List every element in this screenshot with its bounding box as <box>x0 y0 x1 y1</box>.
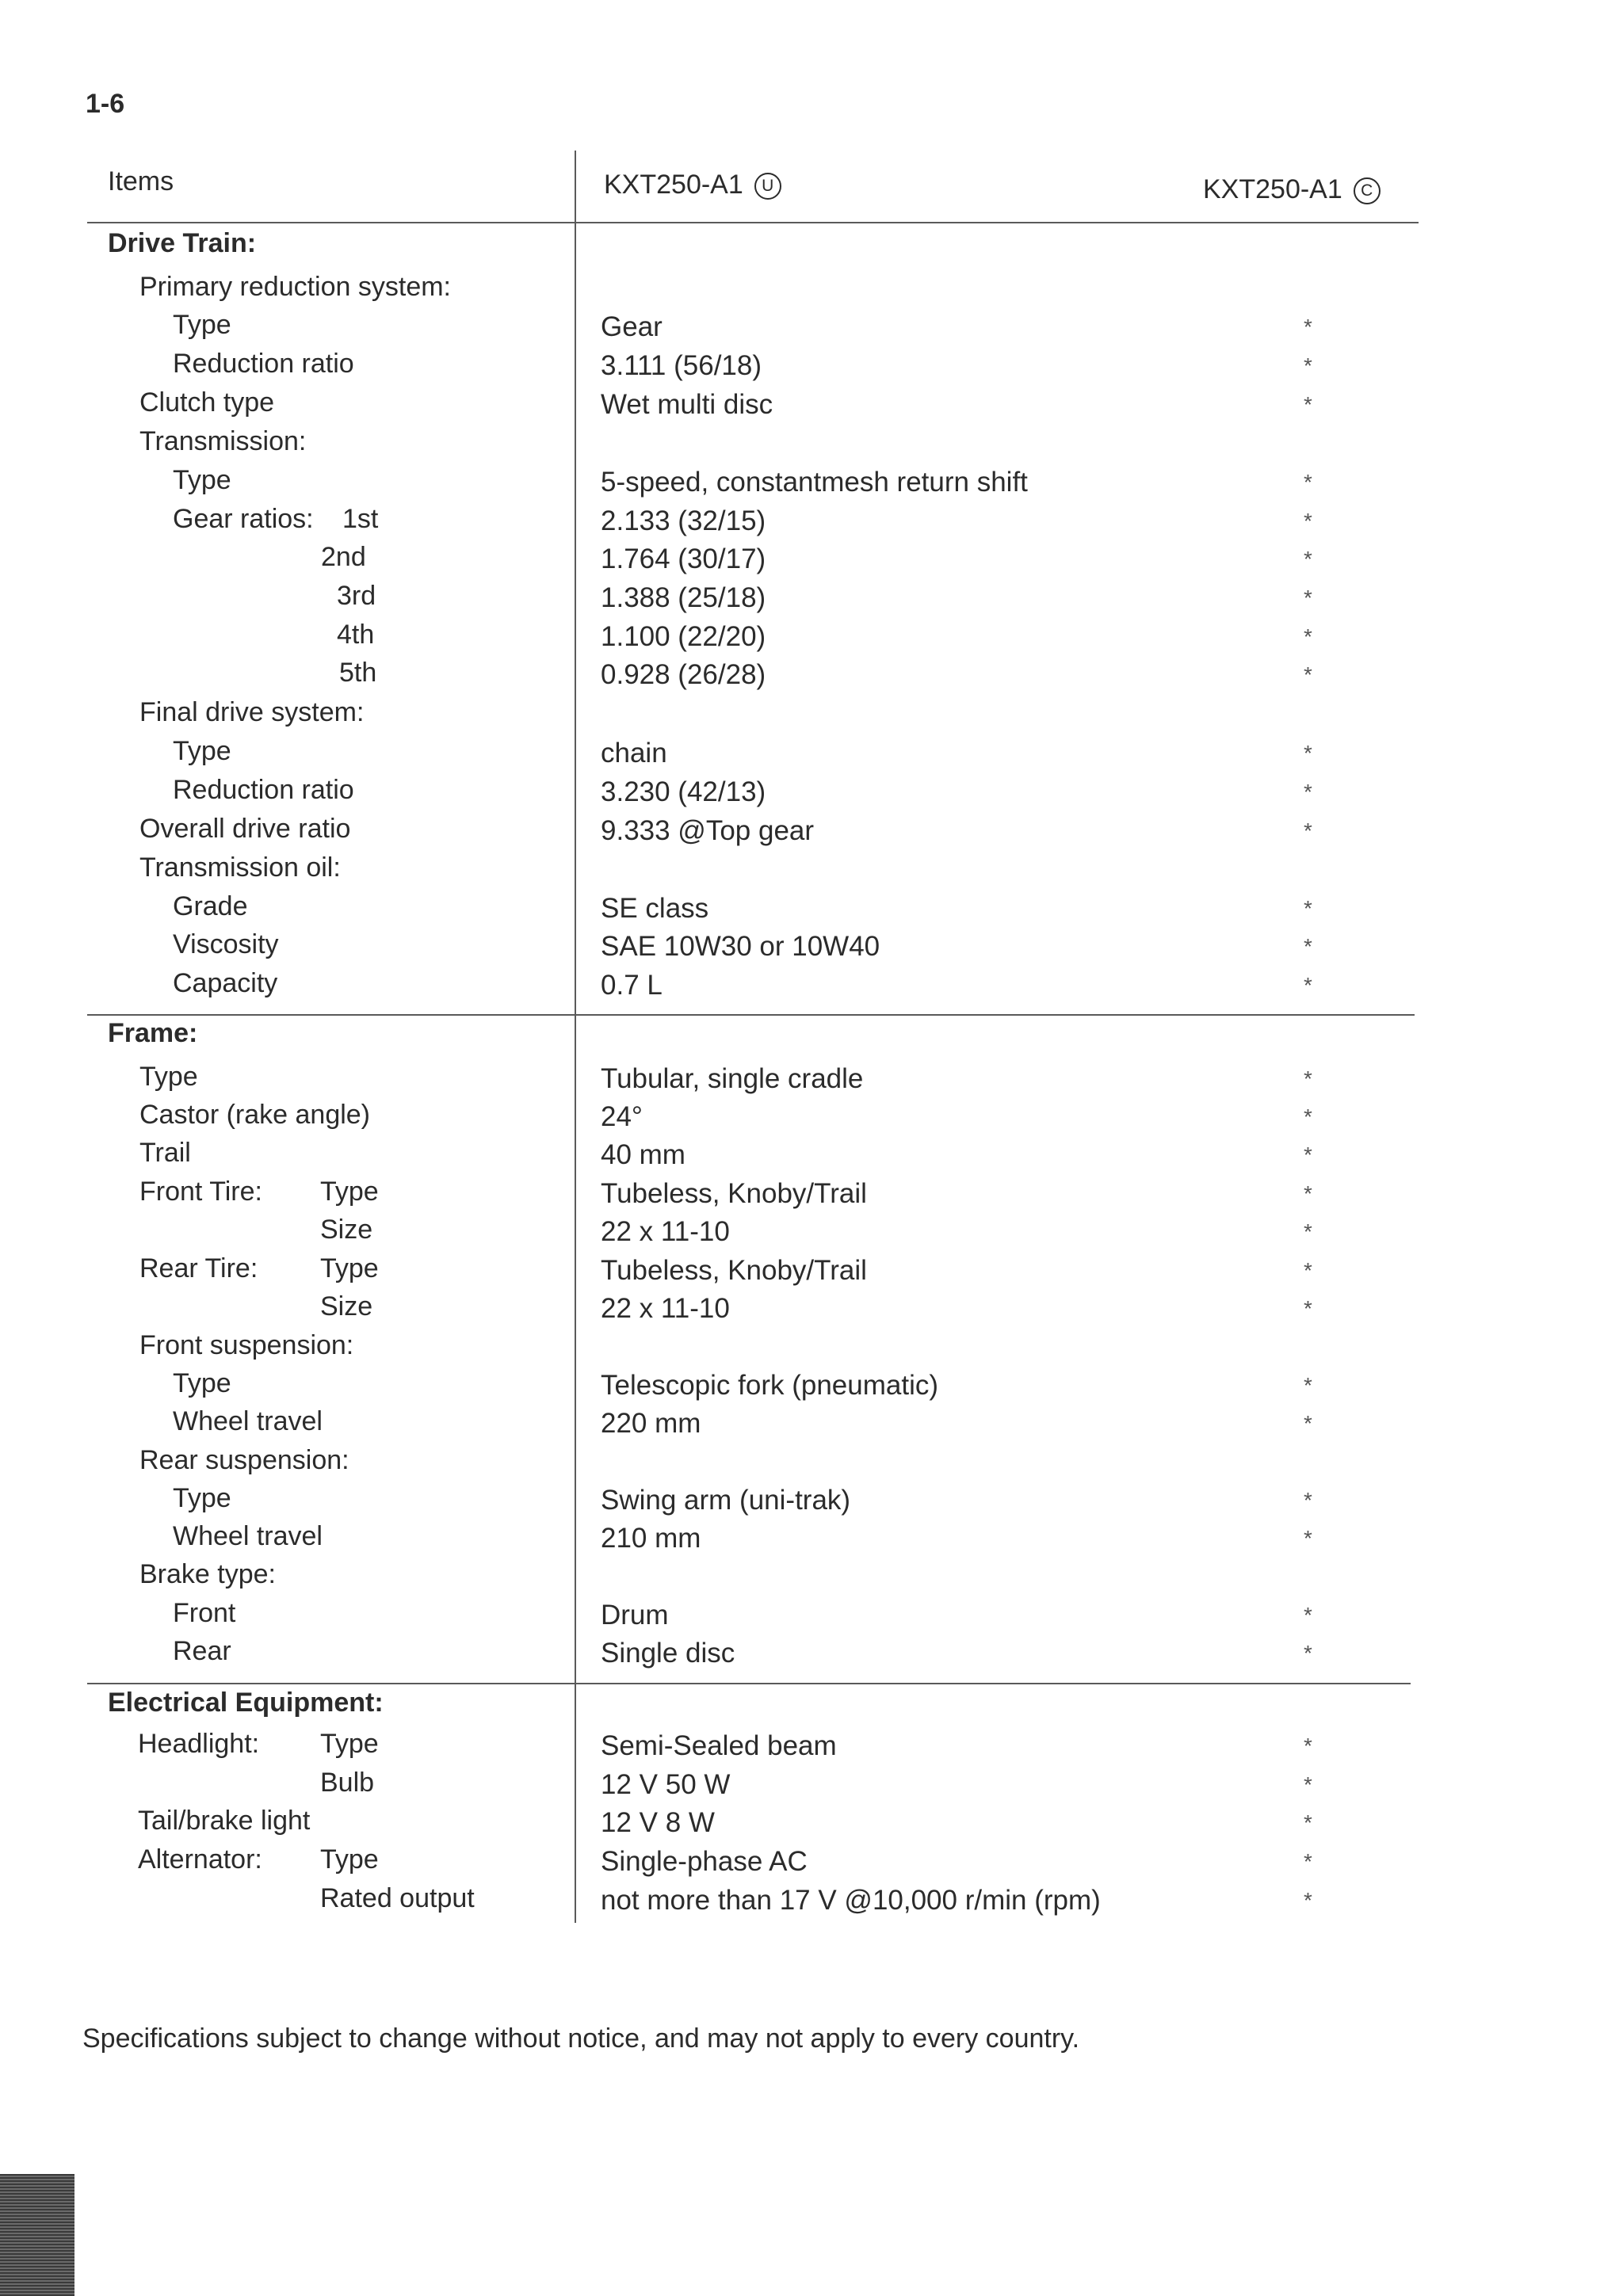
electrical-rule <box>87 1683 1411 1684</box>
spec-value: Single disc <box>601 1638 735 1669</box>
spec-label: Brake type: <box>139 1559 276 1589</box>
spec-label: Castor (rake angle) <box>139 1100 371 1130</box>
spec-label: Wheel travel <box>173 1521 323 1551</box>
spec-value: 12 V 50 W <box>601 1769 731 1800</box>
spec-label: Clutch type <box>139 387 275 418</box>
spec-label: Type <box>173 310 231 340</box>
spec-label: Reduction ratio <box>173 349 354 379</box>
same-as-u-mark: * <box>1304 1411 1312 1436</box>
spec-value: 1.764 (30/17) <box>601 543 766 574</box>
spec-label: Headlight: <box>138 1729 260 1759</box>
same-as-u-mark: * <box>1304 1849 1312 1874</box>
spec-value: 0.928 (26/28) <box>601 659 766 690</box>
spec-label: Type <box>139 1062 198 1092</box>
same-as-u-mark: * <box>1304 1641 1312 1665</box>
header-items: Items <box>108 166 174 196</box>
spec-value: 1.100 (22/20) <box>601 621 766 652</box>
u-badge-icon: U <box>754 173 781 200</box>
spec-label: Front suspension: <box>139 1330 354 1360</box>
spec-label: Overall drive ratio <box>139 814 351 844</box>
frame-rule <box>87 1014 1415 1016</box>
same-as-u-mark: * <box>1304 1104 1312 1129</box>
same-as-u-mark: * <box>1304 662 1312 687</box>
spec-value: Gear <box>601 311 663 342</box>
header-model-u <box>604 170 781 200</box>
spec-value: 0.7 L <box>601 970 663 1001</box>
same-as-u-mark: * <box>1304 1888 1312 1913</box>
spec-sublabel: 4th <box>337 620 375 650</box>
c-badge-icon: C <box>1354 177 1381 204</box>
spec-label: Capacity <box>173 968 278 998</box>
spec-sublabel: Type <box>320 1177 379 1207</box>
page-number: 1-6 <box>86 89 125 119</box>
same-as-u-mark: * <box>1304 1373 1312 1398</box>
spec-sublabel: Rated output <box>320 1883 475 1913</box>
spec-label: Transmission: <box>139 426 307 456</box>
model-c-name: KXT250-A1 <box>1203 174 1342 204</box>
spec-label: Rear suspension: <box>139 1445 349 1475</box>
spec-value: Swing arm (uni-trak) <box>601 1485 851 1516</box>
section-title: Frame: <box>108 1018 198 1048</box>
spec-label: Viscosity <box>173 929 279 959</box>
same-as-u-mark: * <box>1304 741 1312 765</box>
spec-value: Single-phase AC <box>601 1846 808 1877</box>
same-as-u-mark: * <box>1304 780 1312 804</box>
spec-value: 5-speed, constantmesh return shift <box>601 467 1028 498</box>
section-title: Drive Train: <box>108 228 257 258</box>
header-model-c <box>1203 174 1381 205</box>
same-as-u-mark: * <box>1304 1488 1312 1512</box>
same-as-u-mark: * <box>1304 1066 1312 1091</box>
spec-label: Primary reduction system: <box>139 272 451 302</box>
same-as-u-mark: * <box>1304 1603 1312 1627</box>
spec-value: Semi-Sealed beam <box>601 1730 837 1761</box>
spec-value: 40 mm <box>601 1139 685 1170</box>
spec-value: Telescopic fork (pneumatic) <box>601 1370 938 1401</box>
spec-label: Type <box>173 465 231 495</box>
spec-sublabel: 5th <box>339 658 377 688</box>
same-as-u-mark: * <box>1304 818 1312 843</box>
same-as-u-mark: * <box>1304 1733 1312 1758</box>
spec-label: Rear <box>173 1636 231 1666</box>
same-as-u-mark: * <box>1304 470 1312 494</box>
spec-value: Drum <box>601 1600 669 1630</box>
spec-value: SE class <box>601 893 709 924</box>
spec-label: Tail/brake light <box>138 1806 311 1836</box>
same-as-u-mark: * <box>1304 315 1312 339</box>
spec-sublabel: Size <box>320 1215 373 1245</box>
spec-label: Final drive system: <box>139 697 365 727</box>
spec-label: Gear ratios: <box>173 504 314 534</box>
spec-value: chain <box>601 738 667 769</box>
spec-value: Tubeless, Knoby/Trail <box>601 1255 867 1286</box>
spec-sublabel: Type <box>320 1253 379 1283</box>
spec-label: Grade <box>173 891 248 921</box>
spec-value: 9.333 @Top gear <box>601 815 815 846</box>
spec-label: Trail <box>139 1138 191 1168</box>
spec-value: 220 mm <box>601 1408 701 1439</box>
spec-value: Wet multi disc <box>601 389 773 420</box>
spec-value: 210 mm <box>601 1523 701 1554</box>
column-divider <box>575 151 576 1923</box>
spec-value: 12 V 8 W <box>601 1807 715 1838</box>
spec-label: Type <box>173 1483 231 1513</box>
spec-label: Transmission oil: <box>139 852 341 883</box>
spec-value: 2.133 (32/15) <box>601 505 766 536</box>
model-u-name: KXT250-A1 <box>604 170 743 200</box>
footer-note: Specifications subject to change without notice, and may not apply to every country. <box>82 2023 1080 2054</box>
spec-value: 22 x 11-10 <box>601 1293 730 1324</box>
same-as-u-mark: * <box>1304 1258 1312 1283</box>
spec-value: not more than 17 V @10,000 r/min (rpm) <box>601 1885 1101 1916</box>
same-as-u-mark: * <box>1304 896 1312 921</box>
same-as-u-mark: * <box>1304 934 1312 959</box>
spec-sublabel: 2nd <box>321 542 366 572</box>
scan-edge-mark <box>0 2174 74 2296</box>
same-as-u-mark: * <box>1304 1810 1312 1835</box>
same-as-u-mark: * <box>1304 392 1312 417</box>
spec-label: Reduction ratio <box>173 775 354 805</box>
same-as-u-mark: * <box>1304 1142 1312 1167</box>
spec-label: Type <box>173 736 231 766</box>
spec-label: Type <box>173 1368 231 1398</box>
same-as-u-mark: * <box>1304 509 1312 533</box>
section-title: Electrical Equipment: <box>108 1688 384 1718</box>
same-as-u-mark: * <box>1304 973 1312 997</box>
same-as-u-mark: * <box>1304 547 1312 571</box>
spec-label: Rear Tire: <box>139 1253 258 1283</box>
same-as-u-mark: * <box>1304 1772 1312 1797</box>
same-as-u-mark: * <box>1304 624 1312 649</box>
spec-sublabel: Type <box>320 1729 379 1759</box>
spec-sublabel: 1st <box>342 504 379 534</box>
same-as-u-mark: * <box>1304 585 1312 610</box>
same-as-u-mark: * <box>1304 1219 1312 1244</box>
spec-sublabel: Size <box>320 1291 373 1322</box>
spec-value: Tubeless, Knoby/Trail <box>601 1178 867 1209</box>
spec-label: Front Tire: <box>139 1177 262 1207</box>
spec-sublabel: 3rd <box>337 581 376 611</box>
spec-value: Tubular, single cradle <box>601 1063 864 1094</box>
same-as-u-mark: * <box>1304 1526 1312 1550</box>
spec-value: 3.111 (56/18) <box>601 350 762 381</box>
same-as-u-mark: * <box>1304 1296 1312 1321</box>
spec-label: Front <box>173 1598 236 1628</box>
spec-value: 22 x 11-10 <box>601 1216 730 1247</box>
spec-label: Alternator: <box>138 1844 262 1875</box>
spec-value: 24° <box>601 1101 643 1132</box>
same-as-u-mark: * <box>1304 353 1312 378</box>
spec-label: Wheel travel <box>173 1406 323 1436</box>
same-as-u-mark: * <box>1304 1181 1312 1206</box>
spec-sublabel: Type <box>320 1844 379 1875</box>
spec-value: 3.230 (42/13) <box>601 776 766 807</box>
header-rule <box>87 222 1419 223</box>
spec-value: 1.388 (25/18) <box>601 582 766 613</box>
spec-sublabel: Bulb <box>320 1768 375 1798</box>
spec-value: SAE 10W30 or 10W40 <box>601 931 880 962</box>
